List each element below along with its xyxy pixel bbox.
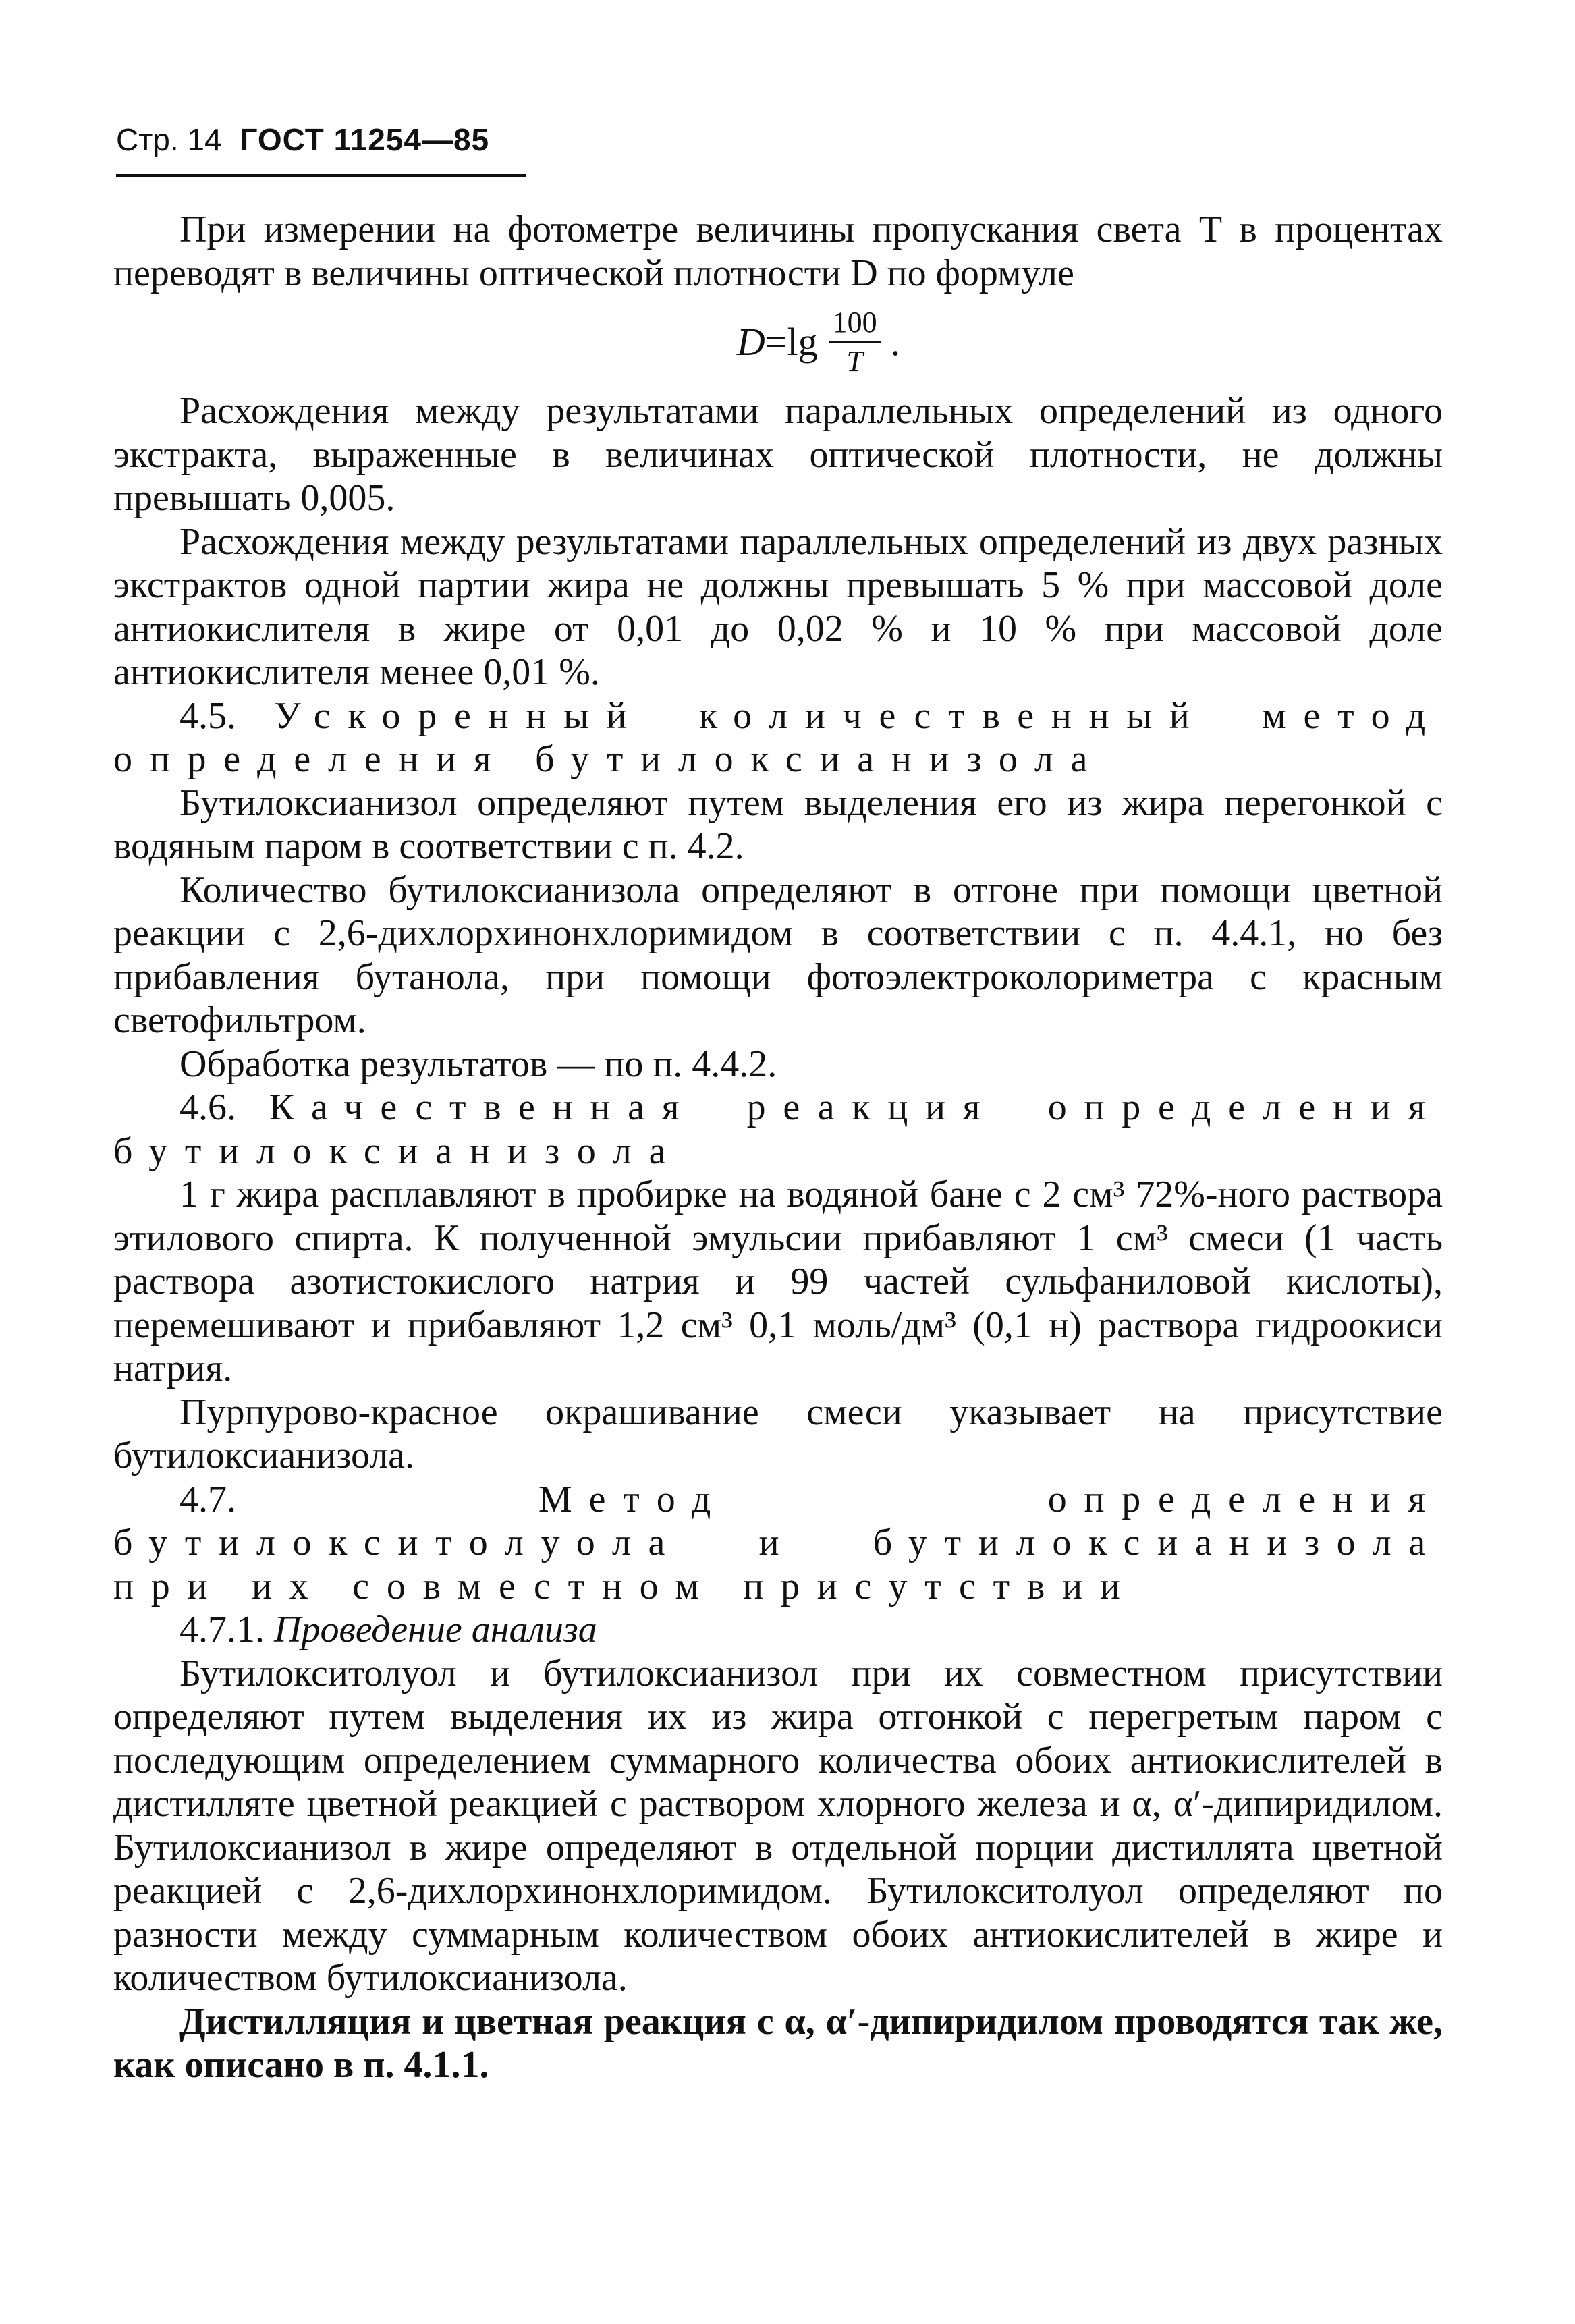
paragraph-4-5-c: Обработка результатов — по п. 4.4.2. [179,1043,777,1085]
optical-density-formula [113,295,1443,389]
subsection-number: 4.7.1. [179,1609,265,1651]
section-4-7-1-heading [113,1608,1443,1652]
formula-fraction [829,307,881,377]
formula-lhs: D [736,319,765,364]
formula-numerator: 100 [829,307,881,343]
paragraph-intro: При измерении на фотометре величины пропускания света T в процентах переводят в величины оптической плотности D по формуле [113,209,1443,294]
paragraph-4-5-b: Количество бутилоксианизола определяют в отгоне при помощи цветной реакции с 2,6-дихлорхинонхлоримидом в соответствии с п. 4.4.1, но без прибавления бутанола, при помощи фотоэлектроколориметра с красным светофильтром. [113,868,1443,1041]
section-title: Качественная реакция определения бутилоксианизола [113,1086,1443,1172]
section-number: 4.6. [179,1086,236,1128]
body-text [113,208,1443,2087]
section-title: Метод определения бутилокситолуола и бутилоксианизола при их совместном присутствии [113,1478,1443,1607]
formula-end: . [890,319,901,364]
formula-fn: lg [787,319,818,364]
paragraph-4-7-1-b: Дистилляция и цветная реакция с α, α′-дипиридилом проводятся так же, как описано в п. 4.1.1. [113,2000,1443,2086]
page-number: Стр. 14 [116,122,222,157]
paragraph-4-5-a: Бутилоксианизол определяют путем выделения его из жира перегонкой с водяным паром в соответствии с п. 4.2. [113,781,1443,867]
section-number: 4.7. [179,1478,236,1520]
formula-denominator: T [846,344,863,378]
paragraph-tolerance-two: Расхождения между результатами параллельных определений из двух разных экстрактов одной партии жира не должны превышать 5 % при массовой доле антиокислителя в жире от 0,01 до 0,02 % и 10 % при массовой доле антиокислителя менее 0,01 %. [113,520,1443,693]
section-4-5-heading [113,694,1443,781]
paragraph-tolerance-one: Расхождения между результатами параллельных определений из одного экстракта, выраженные в величинах оптической плотности, не должны превышать 0,005. [113,390,1443,519]
section-4-6-heading [113,1086,1443,1173]
formula-eq: = [765,319,787,364]
running-header [116,121,489,158]
section-4-7-heading [113,1478,1443,1609]
standard-number: ГОСТ 11254—85 [240,122,490,157]
header-rule [116,174,526,177]
paragraph-4-6-b: Пурпурово-красное окрашивание смеси указывает на присутствие бутилоксианизола. [113,1391,1443,1476]
paragraph-4-6-a: 1 г жира расплавляют в пробирке на водяной бане с 2 см³ 72%-ного раствора этилового спирта. К полученной эмульсии прибавляют 1 см³ смеси (1 часть раствора азотистокислого натрия и 99 частей сульфаниловой кислоты), перемешивают и прибавляют 1,2 см³ 0,1 моль/дм³ (0,1 н) раствора гидроокиси натрия. [113,1173,1443,1389]
subsection-title: Проведение анализа [274,1609,597,1651]
paragraph-4-7-1-a: Бутилокситолуол и бутилоксианизол при их совместном присутствии определяют путем выделения их из жира отгонкой с перегретым паром с последующим определением суммарного количества обоих антиокислителей в дистилляте цветной реакцией с раствором хлорного железа и α, α′-дипиридилом. Бутилоксианизол в жире определяют в отдельной порции дистиллята цветной реакцией с 2,6-дихлорхинонхлоримидом. Бутилокситолуол определяют по разности между суммарным количеством обоих антиокислителей в жире и количеством бутилоксианизола. [113,1652,1443,1999]
section-title: Ускоренный количественный метод определения бутилоксианизола [113,694,1443,780]
section-number: 4.5. [179,694,236,737]
